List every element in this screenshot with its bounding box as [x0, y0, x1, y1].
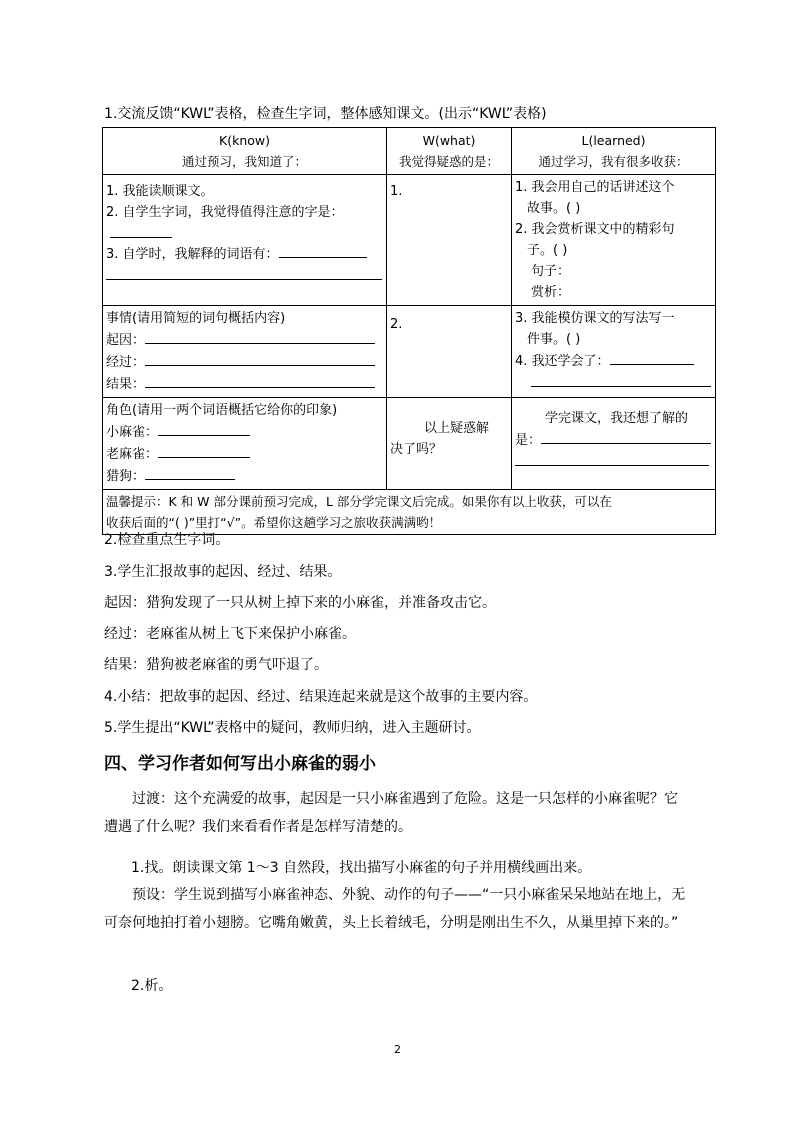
line-cause: 起因：猎狗发现了一只从树上掉下来的小麻雀，并准备攻击它。: [104, 595, 496, 611]
l1-line-5: 句子：: [531, 264, 571, 279]
k3-old-sparrow-label: 老麻雀：: [106, 447, 159, 462]
l2-learned-blank[interactable]: [610, 350, 694, 365]
cell-w-1: [386, 175, 511, 306]
l1-line-1: 1. 我会用自己的话讲述这个: [515, 180, 675, 195]
tip-cell: [103, 490, 716, 535]
cell-k-1: [103, 175, 387, 306]
l1-line-6: 赏析：: [531, 285, 571, 300]
section-heading: 四、学习作者如何写出小麻雀的弱小: [104, 754, 376, 774]
k2-line-3: [106, 351, 383, 373]
k2-line-1: 事情(请用简短的词句概括内容): [106, 311, 286, 326]
k3-sparrow-label: 小麻雀：: [106, 425, 159, 440]
kwl-tip-row: [103, 490, 716, 535]
k3-sparrow-blank[interactable]: [158, 421, 250, 436]
line-step-find: 1.找。朗读课文第 1～3 自然段，找出描写小麻雀的句子并用横线画出来。: [131, 860, 592, 876]
line-result: 结果：猎狗被老麻雀的勇气吓退了。: [104, 657, 328, 673]
l2-line-3: [515, 350, 712, 372]
line-report: 3.学生汇报故事的起因、经过、结果。: [104, 564, 342, 580]
l1-line-2: 故事。( ): [527, 201, 581, 216]
k2-process-label: 经过：: [106, 355, 146, 370]
w3-line-2: 决了吗？: [389, 442, 442, 457]
l3-blank-1[interactable]: [541, 429, 711, 444]
kwl-header-row: [103, 128, 716, 175]
l2-line-1: 3. 我能模仿课文的写法写一: [515, 311, 675, 326]
cell-l-2: [512, 306, 716, 398]
w1-line: 1.: [389, 184, 403, 199]
cell-k-3: [103, 398, 387, 490]
k1-blank-1[interactable]: [106, 223, 383, 243]
k1-line-3-text: 3. 自学时，我解释的词语有：: [106, 247, 279, 262]
cell-w-3: [386, 398, 511, 490]
k2-cause-label: 起因：: [106, 333, 146, 348]
w3-line-1: 以上疑惑解: [423, 421, 489, 436]
header-w-sub: 我觉得疑惑的是：: [398, 154, 499, 169]
header-l-sub: 通过学习，我有很多收获：: [538, 154, 689, 169]
k1-line-2: 2. 自学生字词，我觉得值得注意的字是：: [106, 205, 344, 220]
k2-line-4: [106, 373, 383, 395]
k1-blank-3[interactable]: [106, 265, 383, 283]
header-k-sub: 通过预习，我知道了：: [181, 154, 307, 169]
k2-result-blank[interactable]: [145, 373, 375, 388]
header-l-title: L(learned): [581, 133, 646, 148]
cell-w-2: [386, 306, 511, 398]
header-k: [103, 128, 387, 175]
l1-line-4: 子。( ): [527, 243, 568, 258]
line-process: 经过：老麻雀从树上飞下来保护小麻雀。: [104, 626, 356, 642]
header-k-title: K(know): [219, 133, 270, 148]
l3-line-1: 学完课文，我还想了解的: [545, 411, 689, 426]
line-questions: 5.学生提出“KWL”表格中的疑问，教师归纳，进入主题研讨。: [104, 720, 481, 736]
l3-blank-2[interactable]: [515, 451, 712, 469]
line-step-analyze: 2.析。: [131, 978, 173, 994]
l2-blank-2[interactable]: [515, 372, 712, 390]
kwl-table: [102, 127, 716, 535]
line-summary: 4.小结：把故事的起因、经过、结果连起来就是这个故事的主要内容。: [104, 689, 538, 705]
paragraph-transition: 过渡：这个充满爱的故事，起因是一只小麻雀遇到了危险。这是一只怎样的小麻雀呢？它遭遇了什么呢？我们来看看作者是怎样写清楚的。: [104, 791, 678, 835]
kwl-row-1: [103, 175, 716, 306]
w2-line: 2.: [389, 317, 403, 332]
paragraph-preset: 预设：学生说到描写小麻雀神态、外貌、动作的句子——“一只小麻雀呆呆地站在地上，无可奈何地拍打着小翅膀。它嘴角嫩黄，头上长着绒毛，分明是刚出生不久，从巢里掉下来的。”: [104, 887, 686, 931]
cell-k-2: [103, 306, 387, 398]
l2-line-2: 件事。( ): [527, 332, 581, 347]
kwl-row-3: [103, 398, 716, 490]
header-w-title: W(what): [422, 133, 476, 148]
k3-line-3: [106, 443, 383, 465]
l2-learned-label: 4. 我还学会了：: [515, 354, 610, 369]
tip-line-2: 收获后面的“( )”里打“√”。希望你这趟学习之旅收获满满哟！: [106, 515, 442, 530]
k2-result-label: 结果：: [106, 377, 146, 392]
cell-l-1: [512, 175, 716, 306]
k2-cause-blank[interactable]: [145, 329, 375, 344]
header-l: [512, 128, 716, 175]
k2-line-2: [106, 329, 383, 351]
l3-line-2: [515, 429, 712, 451]
k1-line-3: [106, 243, 383, 265]
k3-dog-blank[interactable]: [145, 465, 235, 480]
k1-blank-2[interactable]: [279, 243, 367, 258]
k3-line-2: [106, 421, 383, 443]
l1-line-3: 2. 我会赏析课文中的精彩句: [515, 222, 675, 237]
k3-line-4: [106, 465, 383, 487]
k1-line-1: 1. 我能读顺课文。: [106, 184, 214, 199]
k3-line-1: 角色(请用一两个词语概括它给你的印象): [106, 403, 338, 418]
cell-l-3: [512, 398, 716, 490]
k2-process-blank[interactable]: [145, 351, 375, 366]
k3-dog-label: 猎狗：: [106, 469, 146, 484]
line-check-words: 2.检查重点生字词。: [104, 532, 230, 548]
l3-line-2-label: 是：: [515, 433, 542, 448]
intro-line: 1.交流反馈“KWL”表格，检查生字词，整体感知课文。(出示“KWL”表格): [104, 106, 547, 122]
tip-line-1: 温馨提示：K 和 W 部分课前预习完成，L 部分学完课文后完成。如果你有以上收获，可以在: [106, 494, 612, 509]
header-w: [386, 128, 511, 175]
page-number: 2: [394, 1043, 401, 1056]
kwl-row-2: [103, 306, 716, 398]
k3-old-sparrow-blank[interactable]: [158, 443, 250, 458]
